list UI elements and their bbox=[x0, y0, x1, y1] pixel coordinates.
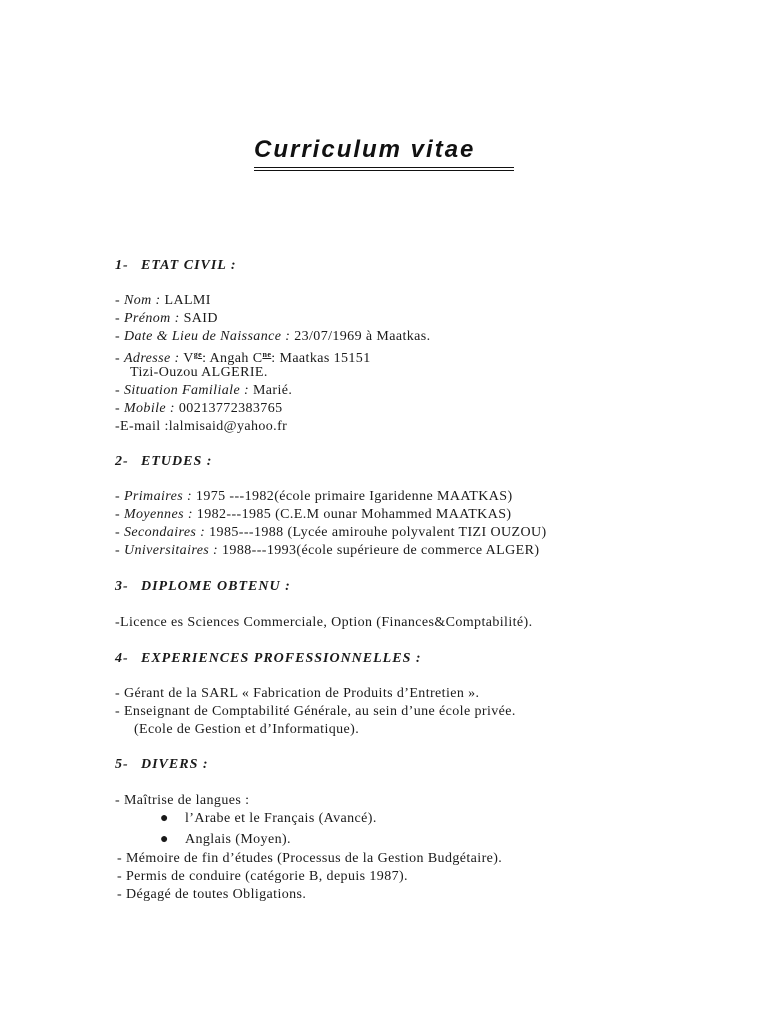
experience-item: - Enseignant de Comptabilité Générale, au sein d’une école privée. bbox=[115, 704, 516, 719]
experience-item: - Gérant de la SARL « Fabrication de Produits d’Entretien ». bbox=[115, 686, 480, 701]
field-value: 1985---1988 (Lycée amirouhe polyvalent TIZI OUZOU) bbox=[209, 525, 547, 540]
diplome-text: -Licence es Sciences Commerciale, Option (Finances&Comptabilité). bbox=[115, 615, 533, 630]
divers-obligations: - Dégagé de toutes Obligations. bbox=[117, 887, 307, 902]
field-adresse: - Adresse : $V^{ge}$: Angah $C^{ne}$: Maatkas 15151 bbox=[115, 350, 371, 366]
field-email: -E-mail :lalmisaid@yahoo.fr bbox=[115, 419, 288, 434]
section-title: ETAT CIVIL : bbox=[141, 258, 237, 273]
section-heading-etudes bbox=[115, 453, 212, 471]
field-nom: - Nom : LALMI bbox=[115, 293, 211, 308]
field-label: Adresse : bbox=[123, 351, 180, 366]
adresse-part2: : Maatkas 15151 bbox=[271, 351, 371, 366]
field-value: Marié. bbox=[252, 383, 293, 398]
adresse-v-superscript: ge bbox=[193, 350, 203, 359]
field-label: Secondaires : bbox=[123, 525, 206, 540]
section-number: 1- bbox=[115, 258, 129, 273]
field-universitaires: - Universitaires : 1988---1993(école supérieure de commerce ALGER) bbox=[115, 543, 540, 558]
field-label: Primaires : bbox=[123, 489, 193, 504]
bullet-icon: ● bbox=[160, 811, 169, 826]
langue-item: l’Arabe et le Français (Avancé). bbox=[185, 811, 377, 826]
field-value: LALMI bbox=[164, 293, 211, 308]
section-heading-divers bbox=[115, 756, 209, 774]
field-value: 23/07/1969 à Maatkas. bbox=[294, 329, 431, 344]
divers-memoire: - Mémoire de fin d’études (Processus de la Gestion Budgétaire). bbox=[117, 851, 503, 866]
field-value: 1982---1985 (C.E.M ounar Mohammed MAATKAS) bbox=[196, 507, 512, 522]
field-mobile: - Mobile : 00213772383765 bbox=[115, 401, 283, 416]
adresse-c-superscript: ne bbox=[262, 350, 272, 359]
adresse-part1: : Angah C bbox=[202, 351, 263, 366]
divers-permis: - Permis de conduire (catégorie B, depuis 1987). bbox=[117, 869, 408, 884]
field-value: 00213772383765 bbox=[178, 401, 283, 416]
section-heading-diplome bbox=[115, 578, 291, 596]
section-number: 2- bbox=[115, 454, 129, 469]
field-value: 1988---1993(école supérieure de commerce ALGER) bbox=[222, 543, 540, 558]
field-situation: - Situation Familiale : Marié. bbox=[115, 383, 293, 398]
section-title: EXPERIENCES PROFESSIONNELLES : bbox=[141, 651, 422, 666]
divers-langues: - Maîtrise de langues : bbox=[115, 793, 250, 808]
field-prenom: - Prénom : SAID bbox=[115, 311, 218, 326]
field-label: Moyennes : bbox=[123, 507, 193, 522]
section-heading-experiences bbox=[115, 650, 422, 668]
field-secondaires: - Secondaires : 1985---1988 (Lycée amirouhe polyvalent TIZI OUZOU) bbox=[115, 525, 547, 540]
title-underline-double bbox=[254, 170, 514, 171]
section-number: 4- bbox=[115, 651, 129, 666]
field-value: SAID bbox=[183, 311, 218, 326]
field-moyennes: - Moyennes : 1982---1985 (C.E.M ounar Mohammed MAATKAS) bbox=[115, 507, 512, 522]
title-underline bbox=[254, 167, 514, 168]
section-number: 3- bbox=[115, 579, 129, 594]
document-title: Curriculum vitae bbox=[254, 136, 476, 163]
bullet-icon: ● bbox=[160, 832, 169, 847]
section-title: DIVERS : bbox=[141, 757, 209, 772]
field-label: Mobile : bbox=[123, 401, 175, 416]
section-title: DIPLOME OBTENU : bbox=[141, 579, 291, 594]
field-label: Situation Familiale : bbox=[123, 383, 250, 398]
field-label: Prénom : bbox=[123, 311, 180, 326]
field-naissance: - Date & Lieu de Naissance : 23/07/1969 à Maatkas. bbox=[115, 329, 431, 344]
section-heading-etat-civil bbox=[115, 257, 237, 275]
langue-item: Anglais (Moyen). bbox=[185, 832, 291, 847]
field-adresse-line2: Tizi-Ouzou ALGERIE. bbox=[130, 365, 268, 380]
experience-item-continuation: (Ecole de Gestion et d’Informatique). bbox=[134, 722, 360, 737]
field-label: Date & Lieu de Naissance : bbox=[123, 329, 291, 344]
adresse-v: V bbox=[183, 351, 194, 366]
section-title: ETUDES : bbox=[141, 454, 213, 469]
field-label: Universitaires : bbox=[123, 543, 219, 558]
field-label: Nom : bbox=[123, 293, 161, 308]
field-primaires: - Primaires : 1975 ---1982(école primaire Igaridenne MAATKAS) bbox=[115, 489, 513, 504]
section-number: 5- bbox=[115, 757, 129, 772]
field-value: 1975 ---1982(école primaire Igaridenne MAATKAS) bbox=[195, 489, 513, 504]
